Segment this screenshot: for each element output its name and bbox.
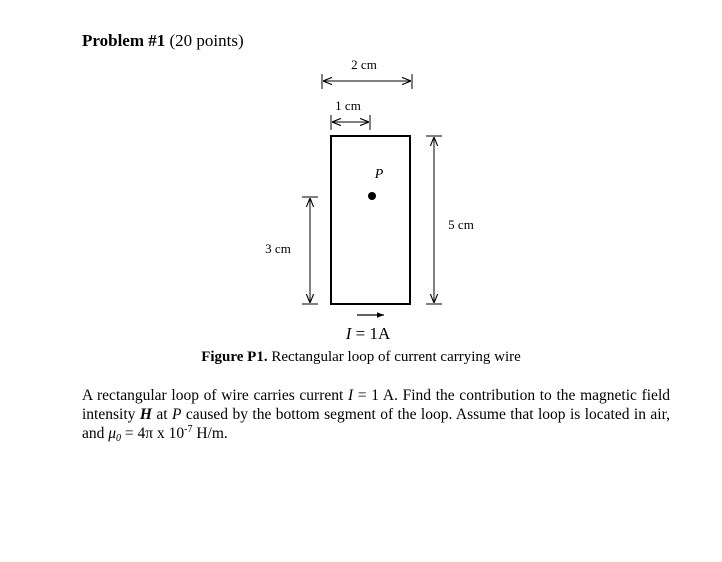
problem-points: (20 points) — [169, 31, 244, 50]
statement-mu: μ — [108, 425, 117, 442]
current-label-var: I — [345, 324, 352, 343]
dim-2cm-label: 2 cm — [351, 57, 377, 72]
statement-var-p: P — [171, 406, 182, 423]
statement-part-1: A rectangular loop of wire carries current — [82, 387, 348, 404]
current-label-value: = 1A — [351, 324, 391, 343]
point-p-dot — [368, 192, 376, 200]
statement-mu-subscript: 0 — [116, 433, 122, 444]
figure-caption — [0, 349, 722, 366]
point-p-label: P — [374, 167, 384, 182]
statement-part-6: H/m. — [192, 425, 228, 442]
dim-5cm-label: 5 cm — [448, 217, 474, 232]
statement-var-i: I — [348, 387, 354, 404]
current-label — [345, 324, 391, 343]
statement-part-4: caused by the bottom segment of the loop. Assume that loop is located in air, and — [82, 406, 671, 442]
wire-loop — [331, 136, 410, 304]
statement-exponent: -7 — [184, 424, 193, 435]
statement-part-2: = 1 A. Find the contribution to the magnetic field intensity — [82, 387, 670, 423]
figure-caption-text: Rectangular loop of current carrying wire — [267, 349, 521, 365]
statement-part-3: at — [151, 406, 172, 423]
dim-1cm-label: 1 cm — [335, 98, 361, 113]
statement-var-h: H — [139, 406, 152, 423]
figure-caption-label: Figure P1. — [201, 349, 268, 365]
problem-statement — [82, 386, 670, 443]
statement-part-5: = 4π x 10 — [121, 425, 185, 442]
problem-title: Problem #1 — [82, 31, 166, 50]
dim-3cm-label: 3 cm — [265, 241, 291, 256]
